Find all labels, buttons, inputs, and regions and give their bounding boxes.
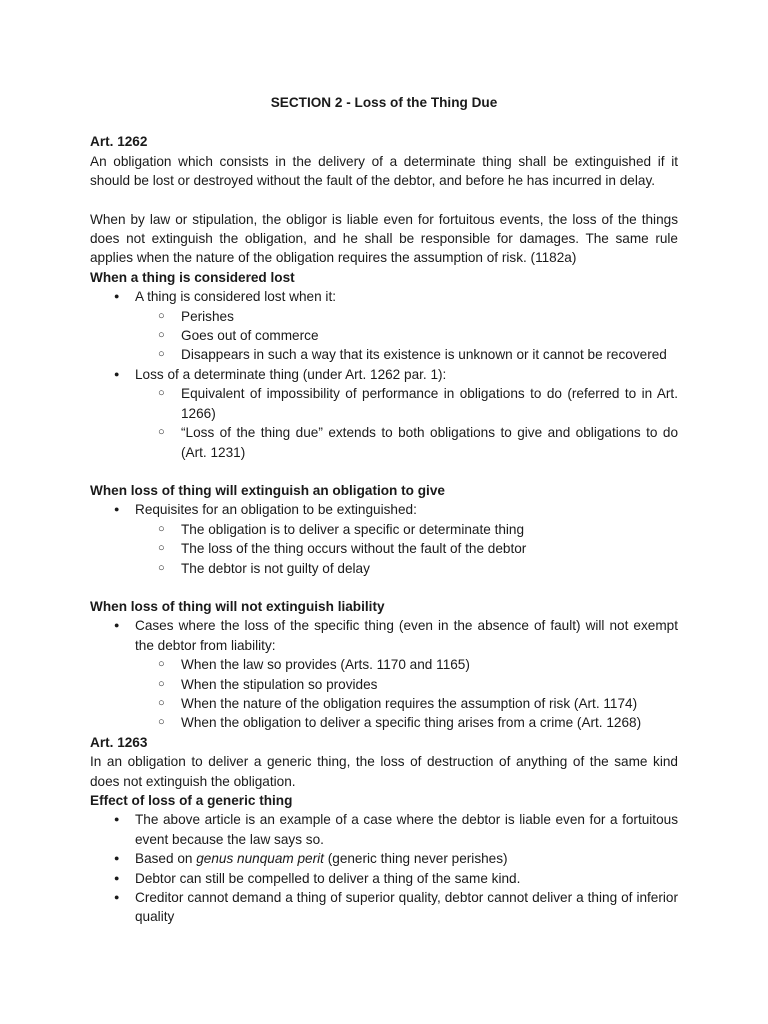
sub-list-item-text: The debtor is not guilty of delay	[181, 560, 370, 576]
list-item-text: The above article is an example of a case where the debtor is liable even for a fortuitous event because the law says so.	[135, 812, 678, 847]
circle-bullet-icon: ○	[158, 716, 165, 729]
sub-list-item-text: When the law so provides (Arts. 1170 and 1165)	[181, 657, 470, 673]
art-1263-paragraph: In an obligation to deliver a generic thing, the loss of destruction of anything of the same kind does not extinguish the obligation.	[90, 754, 678, 789]
list-item	[90, 869, 678, 888]
list-item	[90, 888, 678, 927]
sub-list-item-text: Perishes	[181, 308, 234, 324]
bullet-icon: ●	[114, 892, 120, 903]
list-item	[90, 500, 678, 519]
list-item	[90, 365, 678, 384]
sub-list-item	[90, 307, 678, 326]
circle-bullet-icon: ○	[158, 426, 165, 439]
latin-phrase: genus nunquam perit	[196, 851, 324, 867]
spacer	[90, 578, 678, 597]
considered-lost-list	[90, 287, 678, 462]
circle-bullet-icon: ○	[158, 387, 165, 400]
spacer	[90, 462, 678, 481]
bullet-icon: ●	[114, 872, 120, 883]
bullet-icon: ●	[114, 504, 120, 515]
list-item	[90, 616, 678, 655]
sub-list-item	[90, 713, 678, 732]
sub-list-item	[90, 520, 678, 539]
document-content	[90, 93, 678, 927]
sub-list-item	[90, 675, 678, 694]
bullet-icon: ●	[114, 291, 120, 302]
list-item	[90, 287, 678, 306]
list-item-prefix: Based on	[135, 851, 197, 867]
sub-list-item-text: Goes out of commerce	[181, 328, 319, 344]
art-1262-heading: Art. 1262	[90, 134, 148, 150]
circle-bullet-icon: ○	[158, 696, 165, 709]
sub-list-item-text: The loss of the thing occurs without the fault of the debtor	[181, 541, 527, 557]
list-item	[90, 849, 678, 868]
section-title: SECTION 2 - Loss of the Thing Due	[270, 95, 498, 110]
art-1263-heading: Art. 1263	[90, 734, 148, 750]
circle-bullet-icon: ○	[158, 658, 165, 671]
sub-list-item-text: “Loss of the thing due” extends to both obligations to give and obligations to do (Art. 1231)	[181, 425, 678, 460]
sub-list-item-text: When the obligation to deliver a specific thing arises from a crime (Art. 1268)	[181, 715, 642, 731]
list-item	[90, 810, 678, 849]
sub-list-item-text: When the nature of the obligation requires the assumption of risk (Art. 1174)	[181, 695, 638, 711]
circle-bullet-icon: ○	[158, 561, 165, 574]
sub-list-item	[90, 384, 678, 423]
circle-bullet-icon: ○	[158, 522, 165, 535]
sub-list-item-text: Equivalent of impossibility of performance in obligations to do (referred to in Art. 1266)	[181, 386, 678, 421]
sub-list-item	[90, 423, 678, 462]
circle-bullet-icon: ○	[158, 677, 165, 690]
generic-heading: Effect of loss of a generic thing	[90, 793, 293, 808]
sub-list-item	[90, 539, 678, 558]
spacer	[90, 191, 678, 210]
sub-list-item-text: The obligation is to deliver a specific or determinate thing	[181, 521, 525, 537]
circle-bullet-icon: ○	[158, 348, 165, 361]
list-item-text: Debtor can still be compelled to deliver a thing of the same kind.	[135, 870, 521, 886]
sub-list-item-text: When the stipulation so provides	[181, 676, 378, 692]
bullet-icon: ●	[114, 853, 120, 864]
sub-list-item	[90, 345, 678, 364]
sub-list-item	[90, 694, 678, 713]
extinguish-heading: When loss of thing will extinguish an obligation to give	[90, 482, 445, 498]
art-1262-paragraph-2: When by law or stipulation, the obligor is liable even for fortuitous events, the loss of the things does not extinguish the obligation, and he shall be responsible for damages. The same rule applies when the nature of the obligation requires the assumption of risk. (1182a)	[90, 211, 678, 266]
list-item-text: Loss of a determinate thing (under Art. 1262 par. 1):	[135, 366, 447, 382]
circle-bullet-icon: ○	[158, 542, 165, 555]
circle-bullet-icon: ○	[158, 309, 165, 322]
bullet-icon: ●	[114, 620, 120, 631]
list-item-text: Cases where the loss of the specific thing (even in the absence of fault) will not exempt the debtor from liability:	[135, 618, 678, 653]
sub-list-item	[90, 559, 678, 578]
extinguish-list	[90, 500, 678, 578]
not-extinguish-heading: When loss of thing will not extinguish liability	[90, 598, 385, 614]
bullet-icon: ●	[114, 814, 120, 825]
sub-list-item-text: Disappears in such a way that its existence is unknown or it cannot be recovered	[181, 347, 667, 363]
circle-bullet-icon: ○	[158, 329, 165, 342]
not-extinguish-list	[90, 616, 678, 732]
considered-lost-heading: When a thing is considered lost	[90, 269, 295, 285]
sub-list-item	[90, 326, 678, 345]
list-item-text: A thing is considered lost when it:	[135, 289, 336, 305]
sub-list-item	[90, 655, 678, 674]
list-item-suffix: (generic thing never perishes)	[323, 851, 508, 867]
art-1262-paragraph-1: An obligation which consists in the delivery of a determinate thing shall be extinguished if it should be lost or destroyed without the fault of the debtor, and before he has incurred in delay.	[90, 153, 678, 189]
list-item-text: Creditor cannot demand a thing of superior quality, debtor cannot deliver a thing of inferior quality	[135, 890, 678, 925]
generic-list	[90, 810, 678, 926]
bullet-icon: ●	[114, 368, 120, 379]
list-item-text: Requisites for an obligation to be extinguished:	[135, 502, 417, 518]
